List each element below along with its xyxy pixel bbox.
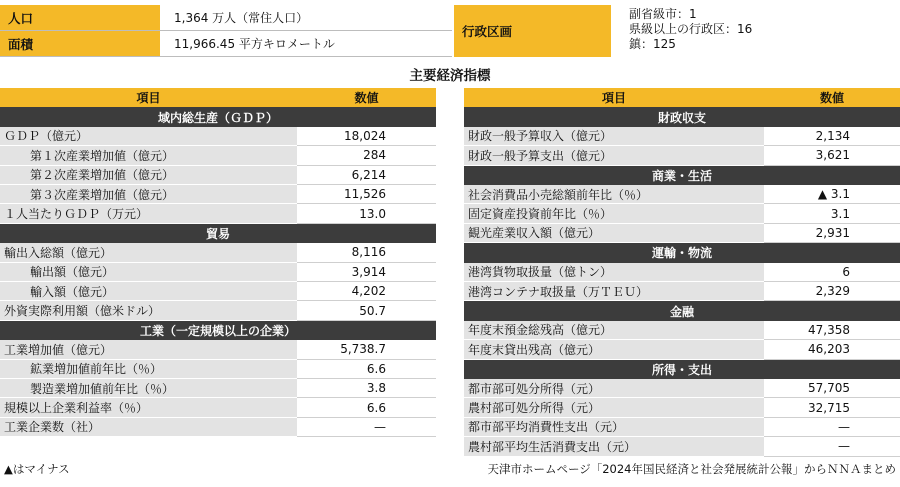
table-row [0, 301, 436, 320]
row-value: 5,738.7 [297, 340, 436, 359]
table-row [0, 282, 436, 301]
population-row [0, 5, 452, 31]
ward-line: 副省級市：1 [629, 7, 697, 21]
table-header [464, 88, 900, 107]
table-row [464, 204, 900, 223]
table-row [0, 379, 436, 398]
section-header: 所得・支出 [464, 360, 900, 379]
row-value: 6.6 [297, 398, 436, 417]
table-row [0, 360, 436, 379]
table-row [0, 185, 436, 204]
row-value: 57,705 [764, 379, 900, 398]
row-label: 固定資産投資前年比（％） [464, 204, 764, 223]
row-value: 13.0 [297, 204, 436, 223]
table-row [464, 224, 900, 243]
row-label: 第１次産業増加値（億元） [0, 146, 297, 165]
row-value: 6.6 [297, 360, 436, 379]
row-value: 6 [764, 263, 900, 282]
row-label: 財政一般予算支出（億元） [464, 146, 764, 165]
row-label: 都市部可処分所得（元） [464, 379, 764, 398]
row-value: ▲ 3.1 [764, 185, 900, 204]
row-label: 港湾コンテナ取扱量（万ＴＥＵ） [464, 282, 764, 301]
row-label: １人当たりＧＤＰ（万元） [0, 204, 297, 223]
ward-line: 県級以上の行政区：16 [629, 22, 753, 36]
row-value: — [764, 418, 900, 437]
row-value: 32,715 [764, 398, 900, 417]
row-value: 47,358 [764, 321, 900, 340]
table-row [464, 418, 900, 437]
row-label: 規模以上企業利益率（％） [0, 398, 297, 417]
row-label: 年度末貸出残高（億元） [464, 340, 764, 359]
table-row [0, 127, 436, 146]
row-label: 農村部平均生活消費支出（元） [464, 437, 764, 456]
table-row [0, 166, 436, 185]
column-header-value: 数値 [819, 91, 844, 106]
area-row [0, 31, 452, 57]
section-header: 商業・生活 [464, 166, 900, 185]
row-value: 3,621 [764, 146, 900, 165]
section-header: 工業（一定規模以上の企業） [0, 321, 436, 340]
row-label: 工業企業数（社） [0, 418, 297, 437]
page-title: 主要経済指標 [409, 68, 491, 84]
table-row [0, 398, 436, 417]
table-row [0, 418, 436, 437]
table-row [464, 127, 900, 146]
table-row [0, 146, 436, 165]
table-row [0, 204, 436, 223]
table-row [464, 437, 900, 456]
table-row [0, 243, 436, 262]
column-header-value: 数値 [354, 91, 379, 106]
ward-line: 鎮：125 [629, 37, 676, 51]
row-value: 46,203 [764, 340, 900, 359]
row-value: 11,526 [297, 185, 436, 204]
row-value: 6,214 [297, 166, 436, 185]
ward-values [613, 5, 900, 57]
row-label: 外資実際利用額（億米ドル） [0, 301, 297, 320]
footnote: ▲はマイナス [4, 462, 70, 476]
column-header-item: 項目 [601, 91, 626, 106]
table-row [464, 398, 900, 417]
area-label: 面積 [0, 31, 160, 56]
ward-label: 行政区画 [454, 5, 611, 57]
row-label: ＧＤＰ（億元） [0, 127, 297, 146]
table-row [464, 263, 900, 282]
row-label: 鉱業増加値前年比（％） [0, 360, 297, 379]
table-row [0, 340, 436, 359]
table-row [464, 340, 900, 359]
column-header-item: 項目 [136, 91, 161, 106]
row-value: — [297, 418, 436, 437]
row-label: 観光産業収入額（億元） [464, 224, 764, 243]
row-label: 都市部平均消費性支出（元） [464, 418, 764, 437]
section-header: 運輸・物流 [464, 243, 900, 262]
section-header: 金融 [464, 301, 900, 320]
population-value: 1,364 万人（常住人口） [174, 11, 309, 25]
row-label: 工業増加値（億元） [0, 340, 297, 359]
section-header: 域内総生産（ＧＤＰ） [0, 107, 436, 126]
row-label: 輸入額（億元） [0, 282, 297, 301]
row-value: — [764, 437, 900, 456]
table-row [464, 185, 900, 204]
table-row [464, 146, 900, 165]
section-header: 財政収支 [464, 107, 900, 126]
row-label: 財政一般予算収入（億元） [464, 127, 764, 146]
row-label: 輸出入総額（億元） [0, 243, 297, 262]
row-label: 輸出額（億元） [0, 263, 297, 282]
row-value: 284 [297, 146, 436, 165]
population-label: 人口 [0, 5, 160, 30]
row-value: 3.8 [297, 379, 436, 398]
table-row [464, 321, 900, 340]
row-label: 第３次産業増加値（億元） [0, 185, 297, 204]
row-value: 2,931 [764, 224, 900, 243]
row-value: 8,116 [297, 243, 436, 262]
row-label: 年度末預金総残高（億元） [464, 321, 764, 340]
table-header [0, 88, 436, 107]
table-row [0, 263, 436, 282]
row-label: 第２次産業増加値（億元） [0, 166, 297, 185]
row-value: 4,202 [297, 282, 436, 301]
row-label: 港湾貨物取扱量（億トン） [464, 263, 764, 282]
row-label: 製造業増加値前年比（％） [0, 379, 297, 398]
row-value: 2,134 [764, 127, 900, 146]
source-note: 天津市ホームページ「2024年国民経済と社会発展統計公報」からＮＮＡまとめ [487, 462, 896, 476]
row-label: 農村部可処分所得（元） [464, 398, 764, 417]
table-row [464, 379, 900, 398]
row-value: 2,329 [764, 282, 900, 301]
area-value: 11,966.45 平方キロメートル [174, 37, 335, 51]
row-value: 3,914 [297, 263, 436, 282]
row-label: 社会消費品小売総額前年比（％） [464, 185, 764, 204]
table-row [464, 282, 900, 301]
row-value: 18,024 [297, 127, 436, 146]
row-value: 3.1 [764, 204, 900, 223]
section-header: 貿易 [0, 224, 436, 243]
row-value: 50.7 [297, 301, 436, 320]
